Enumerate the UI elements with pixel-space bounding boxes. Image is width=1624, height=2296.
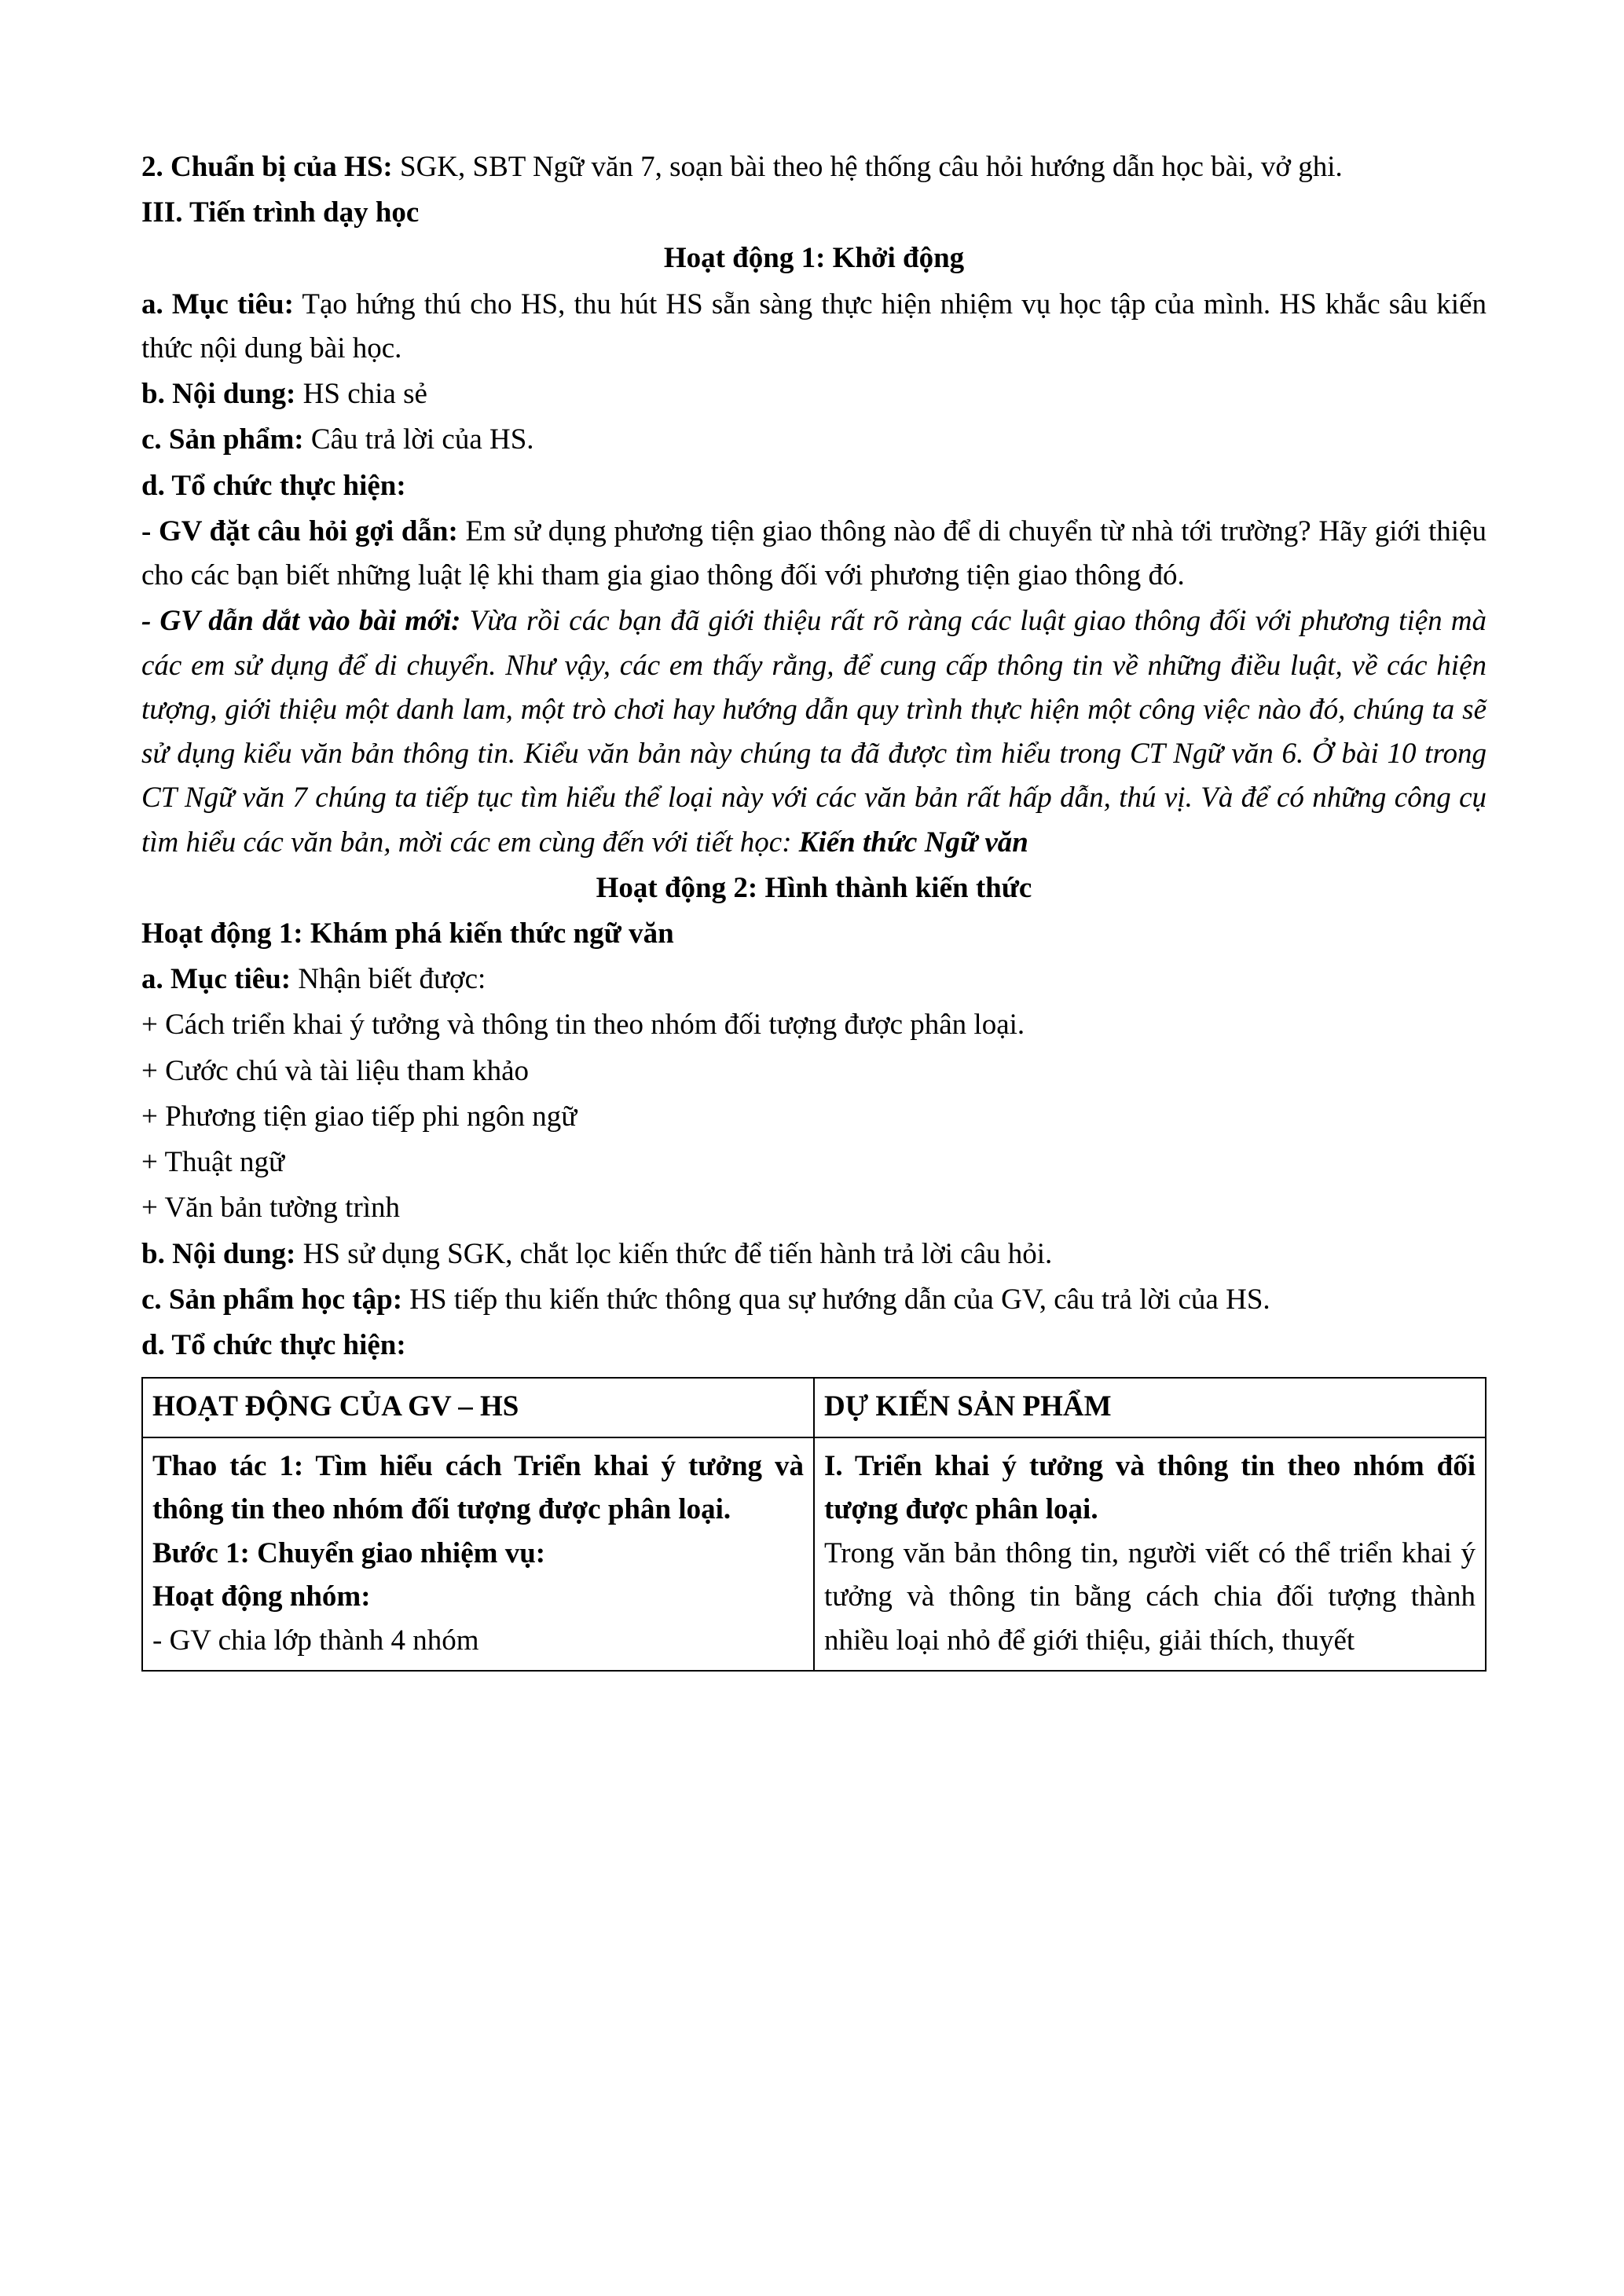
paragraph-lead: d. Tổ chức thực hiện:: [141, 1329, 406, 1362]
paragraph-muc-tieu-a2: [141, 958, 1487, 1002]
paragraph-to-chuc-d: [141, 464, 1487, 508]
paragraph-lead: - GV dẫn dắt vào bài mới:: [141, 605, 461, 638]
paragraph-san-pham-c: [141, 418, 1487, 462]
paragraph-san-pham-c2: [141, 1278, 1487, 1322]
paragraph-noi-dung-b: [141, 372, 1487, 416]
activity-table: [141, 1377, 1487, 1672]
list-item: [141, 1186, 1487, 1230]
cell-paragraph-heading-i: I. Triển khai ý tưởng và thông tin theo nhóm đối tượng được phân loại.: [824, 1449, 1476, 1526]
list-item: [141, 1003, 1487, 1047]
heading-activity-1: [141, 236, 1487, 280]
list-item: [141, 1095, 1487, 1139]
paragraph-lead: c. Sản phẩm học tập:: [141, 1283, 403, 1316]
cell-paragraph-thao-tac: Thao tác 1: Tìm hiểu cách Triển khai ý tưởng và thông tin theo nhóm đối tượng được phân loại.: [152, 1449, 804, 1526]
list-item-text: + Phương tiện giao tiếp phi ngôn ngữ: [141, 1100, 577, 1133]
list-item: [141, 1141, 1487, 1185]
paragraph-body: HS sử dụng SGK, chắt lọc kiến thức để tiến hành trả lời câu hỏi.: [295, 1237, 1053, 1270]
section-heading: III. Tiến trình dạy học: [141, 196, 420, 229]
paragraph-body: SGK, SBT Ngữ văn 7, soạn bài theo hệ thống câu hỏi hướng dẫn học bài, vở ghi.: [392, 151, 1343, 183]
cell-paragraph-hoat-dong-nhom: Hoạt động nhóm:: [152, 1580, 371, 1613]
subheading-activity-1-text: Hoạt động 1: Khám phá kiến thức ngữ văn: [141, 917, 674, 950]
paragraph-body: Tạo hứng thú cho HS, thu hút HS sẵn sàng thực hiện nhiệm vụ học tập của mình. HS khắc sâu kiến thức nội dung bài học.: [141, 287, 1487, 364]
cell-paragraph-gv-chia-lop: - GV chia lớp thành 4 nhóm: [152, 1624, 479, 1657]
paragraph-noi-dung-b2: [141, 1232, 1487, 1276]
paragraph-lead: a. Mục tiêu:: [141, 287, 294, 320]
heading-activity-1-text: Hoạt động 1: Khởi động: [663, 242, 965, 275]
subheading-activity-1: [141, 912, 1487, 956]
table-header-gv-hs: HOẠT ĐỘNG CỦA GV – HS: [142, 1378, 814, 1437]
paragraph-gv-dan-dat: [141, 599, 1487, 864]
paragraph-lead: d. Tổ chức thực hiện:: [141, 469, 406, 502]
list-item-text: + Cách triển khai ý tưởng và thông tin theo nhóm đối tượng được phân loại.: [141, 1009, 1025, 1042]
paragraph-body: HS tiếp thu kiến thức thông qua sự hướng dẫn của GV, câu trả lời của HS.: [402, 1283, 1270, 1316]
paragraph-lead: b. Nội dung:: [141, 378, 296, 411]
list-item-text: + Văn bản tường trình: [141, 1192, 401, 1225]
cell-paragraph-buoc-1: Bước 1: Chuyển giao nhiệm vụ:: [152, 1536, 546, 1569]
list-item: [141, 1049, 1487, 1093]
paragraph-body: Vừa rồi các bạn đã giới thiệu rất rõ ràng các luật giao thông đối với phương tiện mà các em sử dụng để di chuyển. Như vậy, các em thấy rằng, để cung cấp thông tin về những điều luật, về các hiện tượng, giới thiệu một danh lam, một trò chơi hay hướng dẫn quy trình thực hiện một công việc nào đó, chúng ta sẽ sử dụng kiểu văn bản thông tin. Kiểu văn bản này chúng ta đã được tìm hiểu trong CT Ngữ văn 6. Ở bài 10 trong CT Ngữ văn 7 chúng ta tiếp tục tìm hiểu thể loại này với các văn bản rất hấp dẫn, thú vị. Và để có những công cụ tìm hiểu các văn bản, mời các em cùng đến với tiết học:: [141, 605, 1487, 859]
paragraph-lead: b. Nội dung:: [141, 1237, 296, 1270]
heading-activity-2: [141, 866, 1487, 910]
paragraph-gv-dat-cau-hoi: [141, 510, 1487, 598]
paragraph-tail-emphasis: Kiến thức Ngữ văn: [798, 826, 1028, 859]
list-item-text: + Thuật ngữ: [141, 1146, 285, 1179]
heading-activity-2-text: Hoạt động 2: Hình thành kiến thức: [596, 871, 1032, 904]
paragraph-body: HS chia sẻ: [295, 378, 427, 411]
paragraph-lead: a. Mục tiêu:: [141, 963, 291, 996]
table-header-san-pham: DỰ KIẾN SẢN PHẨM: [814, 1378, 1486, 1437]
paragraph-prep-hs: [141, 145, 1487, 189]
paragraph-lead: - GV đặt câu hỏi gợi dẫn:: [141, 514, 458, 547]
paragraph-lead: 2. Chuẩn bị của HS:: [141, 151, 393, 183]
paragraph-body: Em sử dụng phương tiện giao thông nào để di chuyển từ nhà tới trường? Hãy giới thiệu cho các bạn biết những luật lệ khi tham gia giao thông đối với phương tiện giao thông đó.: [141, 514, 1487, 592]
table-header-row: [142, 1378, 1486, 1437]
table-row: [142, 1437, 1486, 1672]
paragraph-muc-tieu-a: [141, 283, 1487, 371]
cell-paragraph-body: Trong văn bản thông tin, người viết có thể triển khai ý tưởng và thông tin bằng cách chia đối tượng thành nhiều loại nhỏ để giới thiệu, giải thích, thuyết: [824, 1536, 1476, 1657]
table-cell-products: [814, 1437, 1486, 1672]
paragraph-body: Nhận biết được:: [291, 963, 486, 996]
paragraph-to-chuc-d2: [141, 1324, 1487, 1368]
list-item-text: + Cước chú và tài liệu tham khảo: [141, 1054, 530, 1087]
paragraph-section-iii: [141, 191, 1487, 235]
paragraph-lead: c. Sản phẩm:: [141, 423, 304, 456]
table-cell-activities: [142, 1437, 814, 1672]
paragraph-body: Câu trả lời của HS.: [303, 423, 534, 456]
